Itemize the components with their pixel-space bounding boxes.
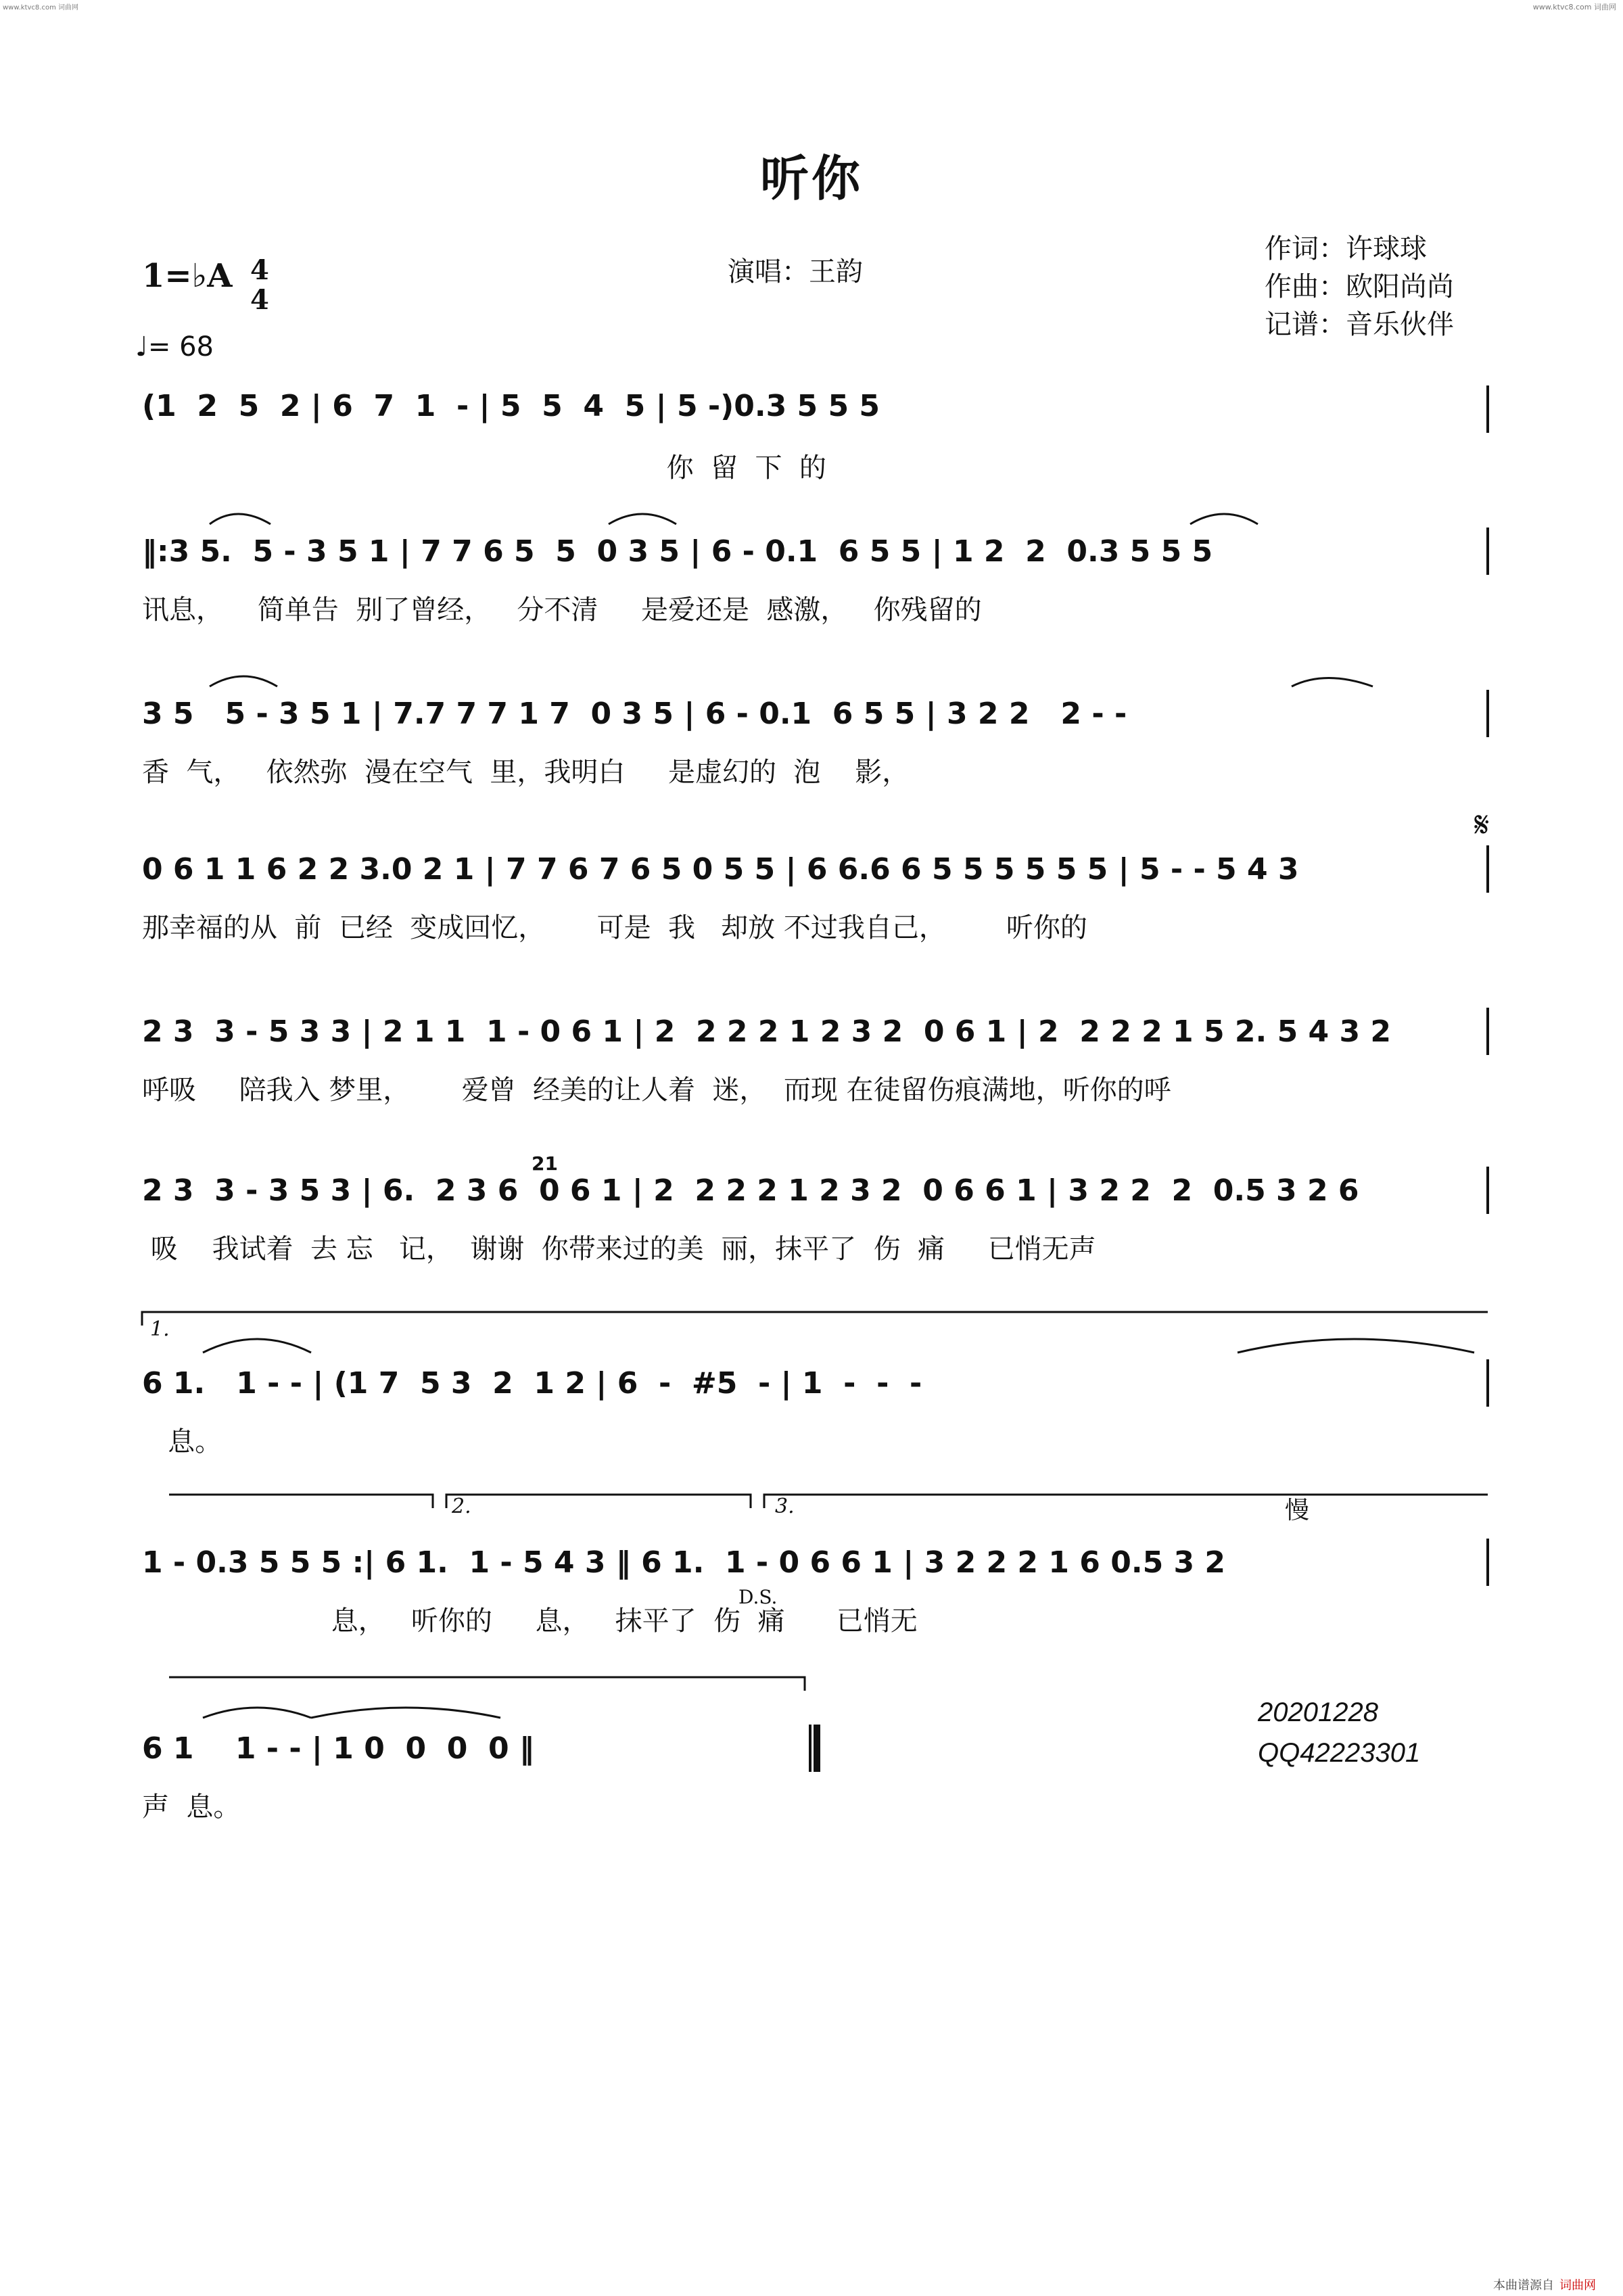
lyrics-row-1: 你 留 下 的 [142,452,826,484]
meter-top: 4 [250,254,269,286]
notation-row-7: 6 1. 1 - - | (1 7 5 3 2 1 2 | 6 - #5 - | 1 - - - [142,1366,922,1401]
lyrics-row-9: 声 息。 [142,1791,241,1823]
notation-row-5: 2 3 3 - 5 3 3 | 2 1 1 1 - 0 6 1 | 2 2 2 2 1 2 3 2 0 6 1 | 2 2 2 2 1 5 2. 5 4 3 2 [142,1014,1391,1049]
transcriber-credit: 记谱：音乐伙伴 [1265,309,1454,340]
notation-row-4: 0 6 1 1 6 2 2 3.0 2 1 | 7 7 6 7 6 5 0 5 5 | 6 6.6 6 5 5 5 5 5 5 | 5 - - 5 4 3 [142,852,1299,887]
transcription-date: 20201228 [1258,1697,1378,1727]
notation-row-6: 2 3 3 - 3 5 3 | 6. 2 3 6 0 6 1 | 2 2 2 2 1 2 3 2 0 6 6 1 | 3 2 2 2 0.5 3 2 6 [142,1173,1359,1208]
segno-sign: 𝄋 [1474,805,1490,845]
singer-credit: 演唱：王韵 [728,256,863,287]
lyrics-row-7: 息。 [142,1426,222,1457]
site-watermark-right: www.ktvc8.com 词曲网 [1532,3,1616,11]
lyricist-credit: 作词：许球球 [1265,233,1427,264]
transcriber-qq: QQ42223301 [1258,1738,1421,1768]
grace-notes: 21 [532,1152,558,1175]
footer-text: 本曲谱源自 [1493,2278,1554,2293]
ending-1-label: 1. [150,1317,170,1341]
lyrics-row-8: 息， 听你的 息， 抹平了 伤 痛 已悄无 [142,1606,918,1637]
key-signature: 1=♭A [142,257,233,295]
ds-marking: D.S. [738,1586,778,1608]
lyrics-row-2: 讯息， 简单告 别了曾经， 分不清 是爱还是 感激， 你残留的 [142,594,982,626]
lyrics-row-3: 香 气， 依然弥 漫在空气 里，我明白 是虚幻的 泡 影， [142,757,910,788]
meter-bottom: 4 [250,284,269,316]
composer-credit: 作曲：欧阳尚尚 [1265,271,1454,302]
lyrics-row-5: 呼吸 陪我入 梦里， 爱曾 经美的让人着 迷， 而现 在徒留伤痕满地，听你的呼 [142,1075,1171,1106]
notation-row-2: ‖:3 5. 5 - 3 5 1 | 7 7 6 5 5 0 3 5 | 6 - 0.1 6 5 5 | 1 2 2 0.3 5 5 5 [142,534,1213,569]
ending-2-label: 2. [452,1495,471,1518]
lyrics-row-6: 吸 我试着 去 忘 记， 谢谢 你带来过的美 丽，抹平了 伤 痛 已悄无声 [142,1234,1096,1265]
song-title: 听你 [759,149,863,207]
footer-brand: 词曲网 [1559,2278,1596,2293]
tempo-marking: ♩= 68 [135,331,214,362]
notation-row-1: (1 2 5 2 | 6 7 1 - | 5 5 4 5 | 5 -)0.3 5 5 5 [142,389,880,423]
notation-row-9: 6 1 1 - - | 1 0 0 0 0 ‖ [142,1731,534,1766]
notation-row-3: 3 5 5 - 3 5 1 | 7.7 7 7 1 7 0 3 5 | 6 - 0.1 6 5 5 | 3 2 2 2 - - [142,697,1127,731]
ending-3-label: 3. [775,1495,795,1518]
site-watermark-left: www.ktvc8.com 词曲网 [3,4,79,11]
lyrics-row-4: 那幸福的从 前 已经 变成回忆， 可是 我 却放 不过我自己， 听你的 [142,912,1087,943]
notation-row-8: 1 - 0.3 5 5 5 :| 6 1. 1 - 5 4 3 ‖ 6 1. 1 - 0 6 6 1 | 3 2 2 2 1 6 0.5 3 2 [142,1545,1226,1580]
tempo-slow-marking: 慢 [1285,1497,1310,1524]
